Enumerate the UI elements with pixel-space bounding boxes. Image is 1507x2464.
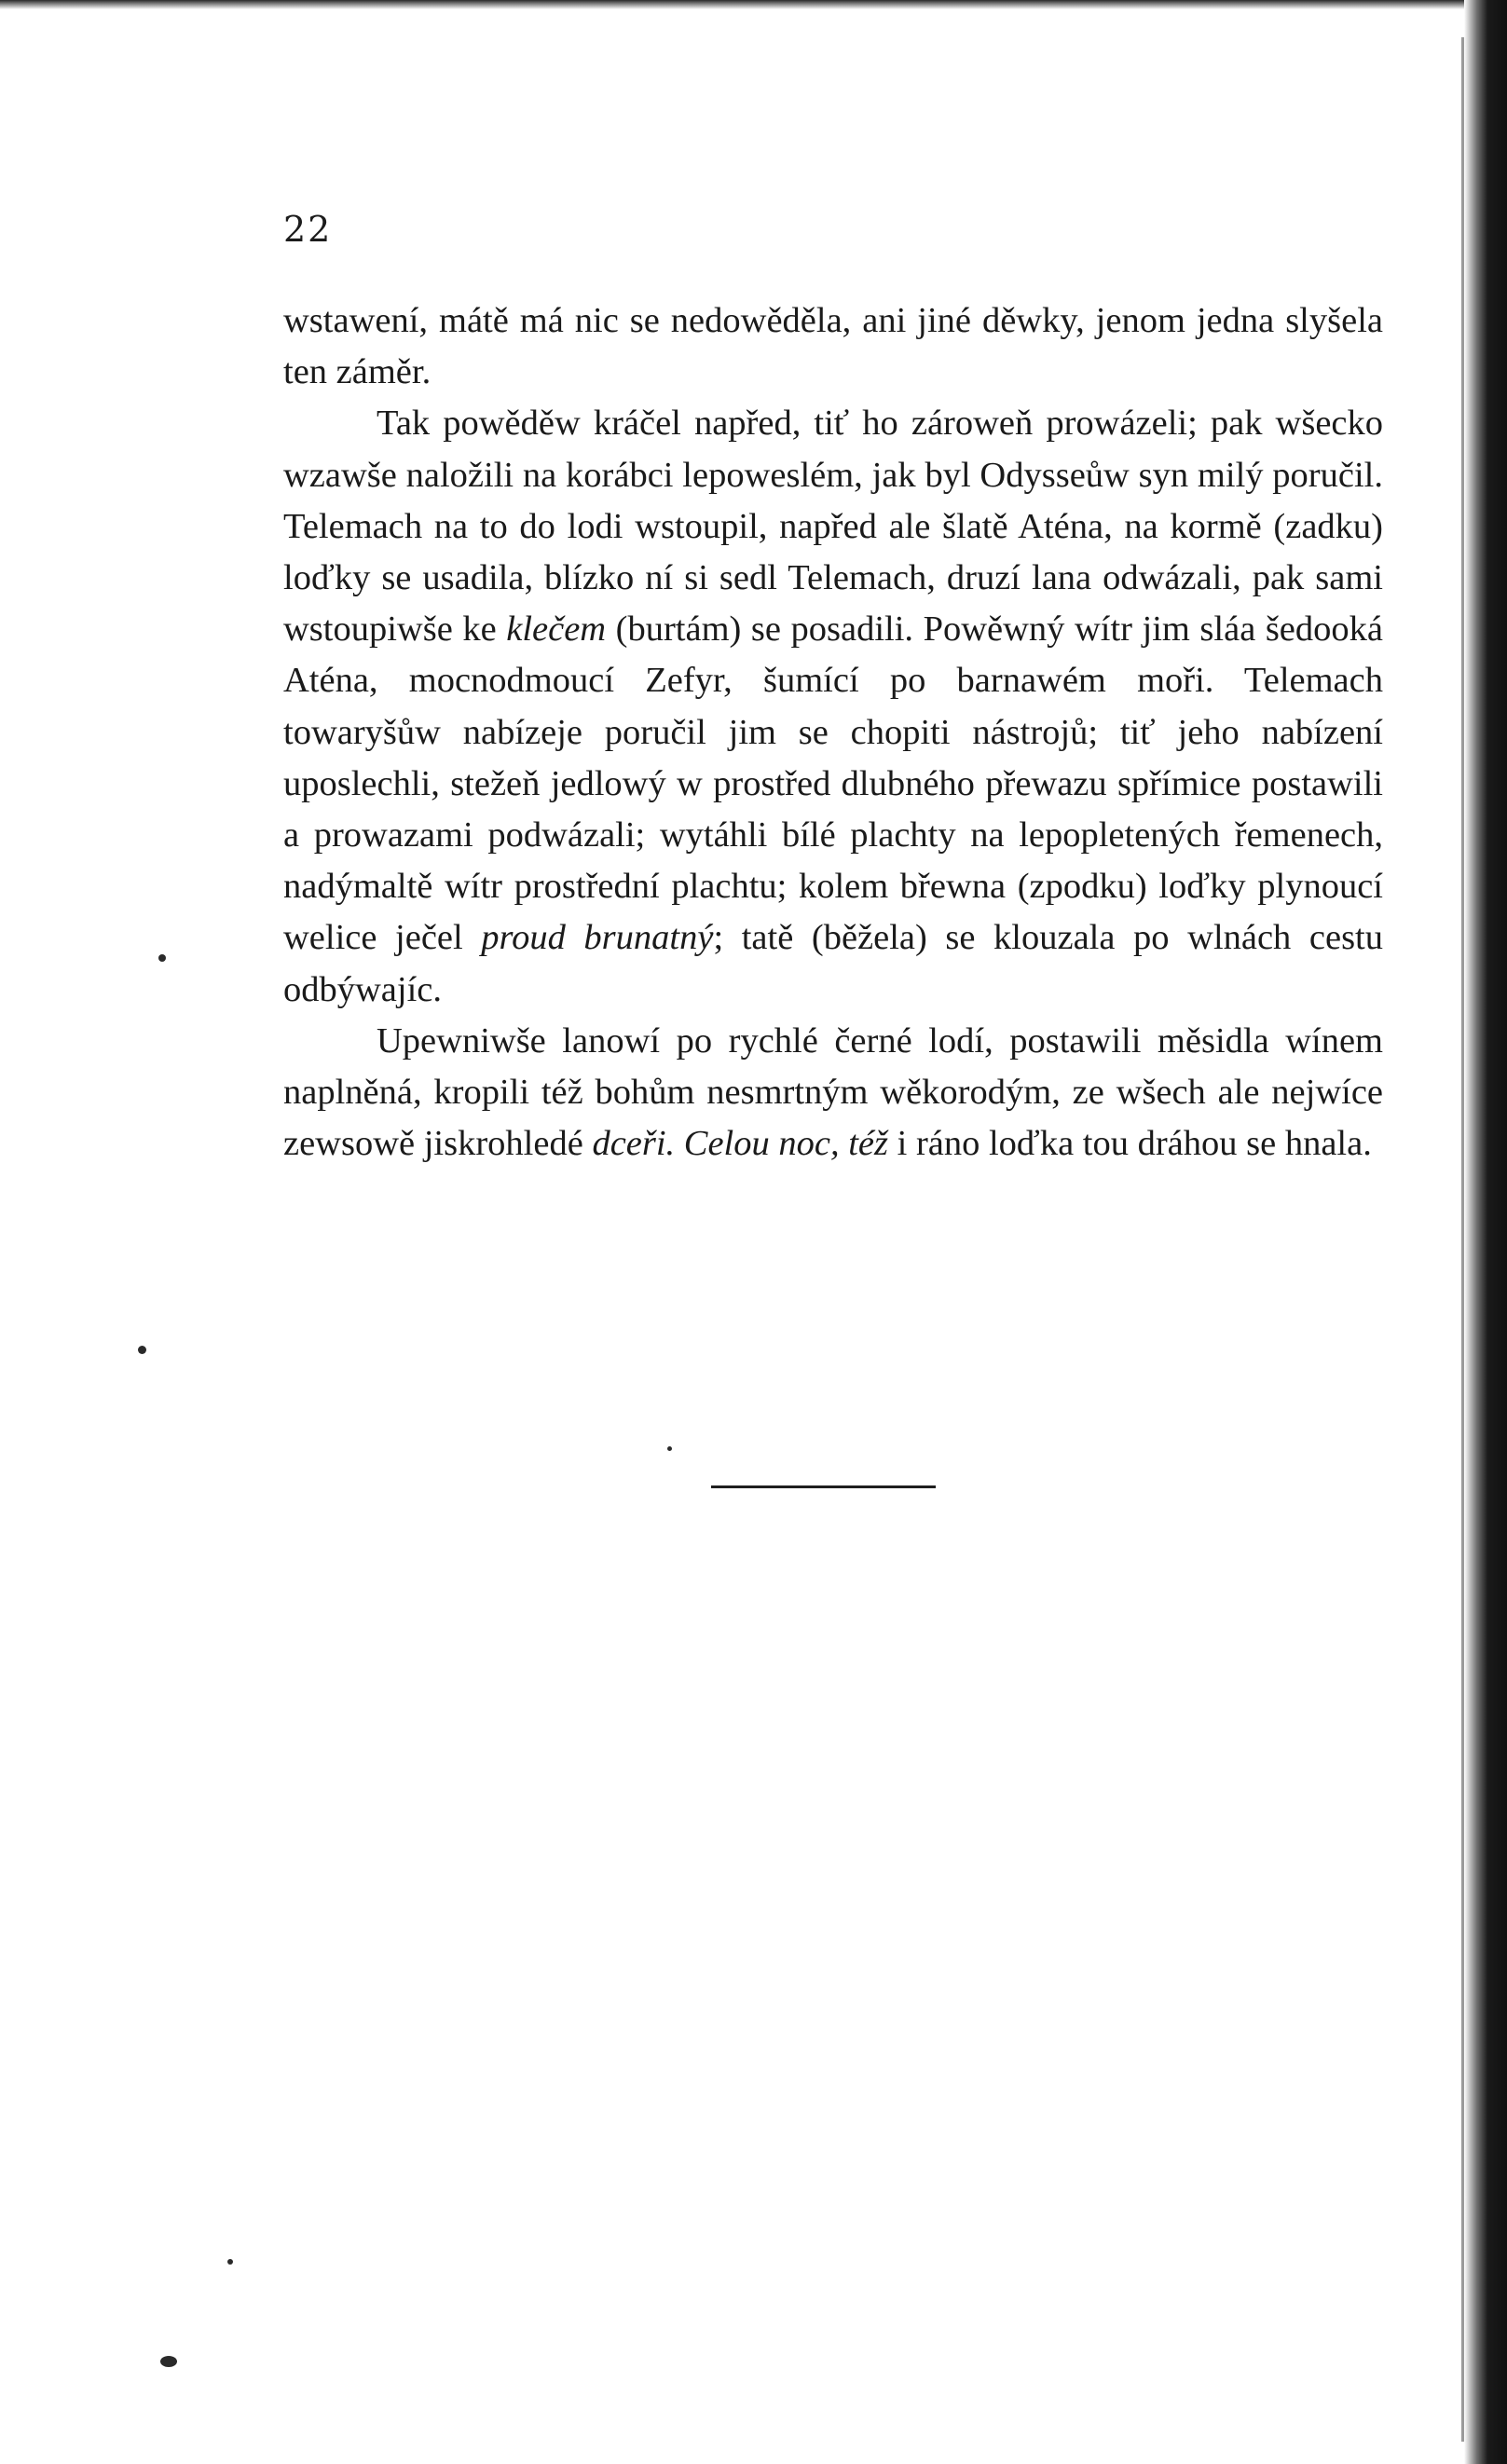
ink-speck [158,954,166,962]
paragraph [283,295,1383,398]
text-segment: ; tatě (běžela) se klouzala po wlnách cestu odbýwajíc. [283,918,1383,1009]
ink-speck [160,2356,177,2367]
end-rule [711,1485,936,1488]
body-text [283,295,1383,1170]
paragraph [283,398,1383,1015]
ink-speck [667,1446,672,1451]
ink-speck [138,1346,146,1354]
text-segment: Tak powěděw kráčel napřed, tiť ho zároweň prowázeli; pak wšecko wzawše naložili na korábci lepoweslém, jak byl Odysseůw syn milý poručil. Telemach na to do lodi wstoupil, napřed ale šlatě Aténa, na kormě (zadku) loďky se usadila, blízko ní si sedl Telemach, druzí lana odwázali, pak sami wstoupiwše ke [283,404,1383,650]
italic-text-segment: dceři. Celou noc, též [592,1124,888,1164]
paragraph [283,1016,1383,1170]
text-segment: wstawení, mátě má nic se nedowěděla, ani jiné děwky, jenom jedna slyšela ten záměr. [283,301,1383,392]
italic-text-segment: klečem [506,609,607,650]
scan-right-edge [1464,0,1507,2464]
ink-speck [227,2259,233,2265]
text-segment: i ráno loďka tou dráhou se hnala. [888,1124,1372,1164]
scan-top-edge [0,0,1507,9]
page-number: 22 [283,209,333,250]
text-segment: (burtám) se posadili. Powěwný wítr jim sláa šedooká Aténa, mocnodmoucí Zefyr, šumící po barnawém moři. Telemach towaryšůw nabízeje poručil jim se chopiti nástrojů; tiť jeho nabízení uposlechli, stežeň jedlowý w prostřed dlubného přewazu spřímice postawili a prowazami podwázali; wytáhli bílé plachty na lepopletených řemenech, nadýmaltě wítr prostřední plachtu; kolem břewna (zpodku) loďky plynoucí welice ječel [283,609,1383,958]
text-segment: Upewniwše lanowí po rychlé černé lodí, postawili měsidla wínem naplněná, kropili též bohům nesmrtným wěkorodým, ze wšech ale nejwíce zewsowě jiskrohledé [283,1020,1383,1164]
scan-edge-line [1461,37,1464,2442]
italic-text-segment: proud brunatný [481,918,714,958]
